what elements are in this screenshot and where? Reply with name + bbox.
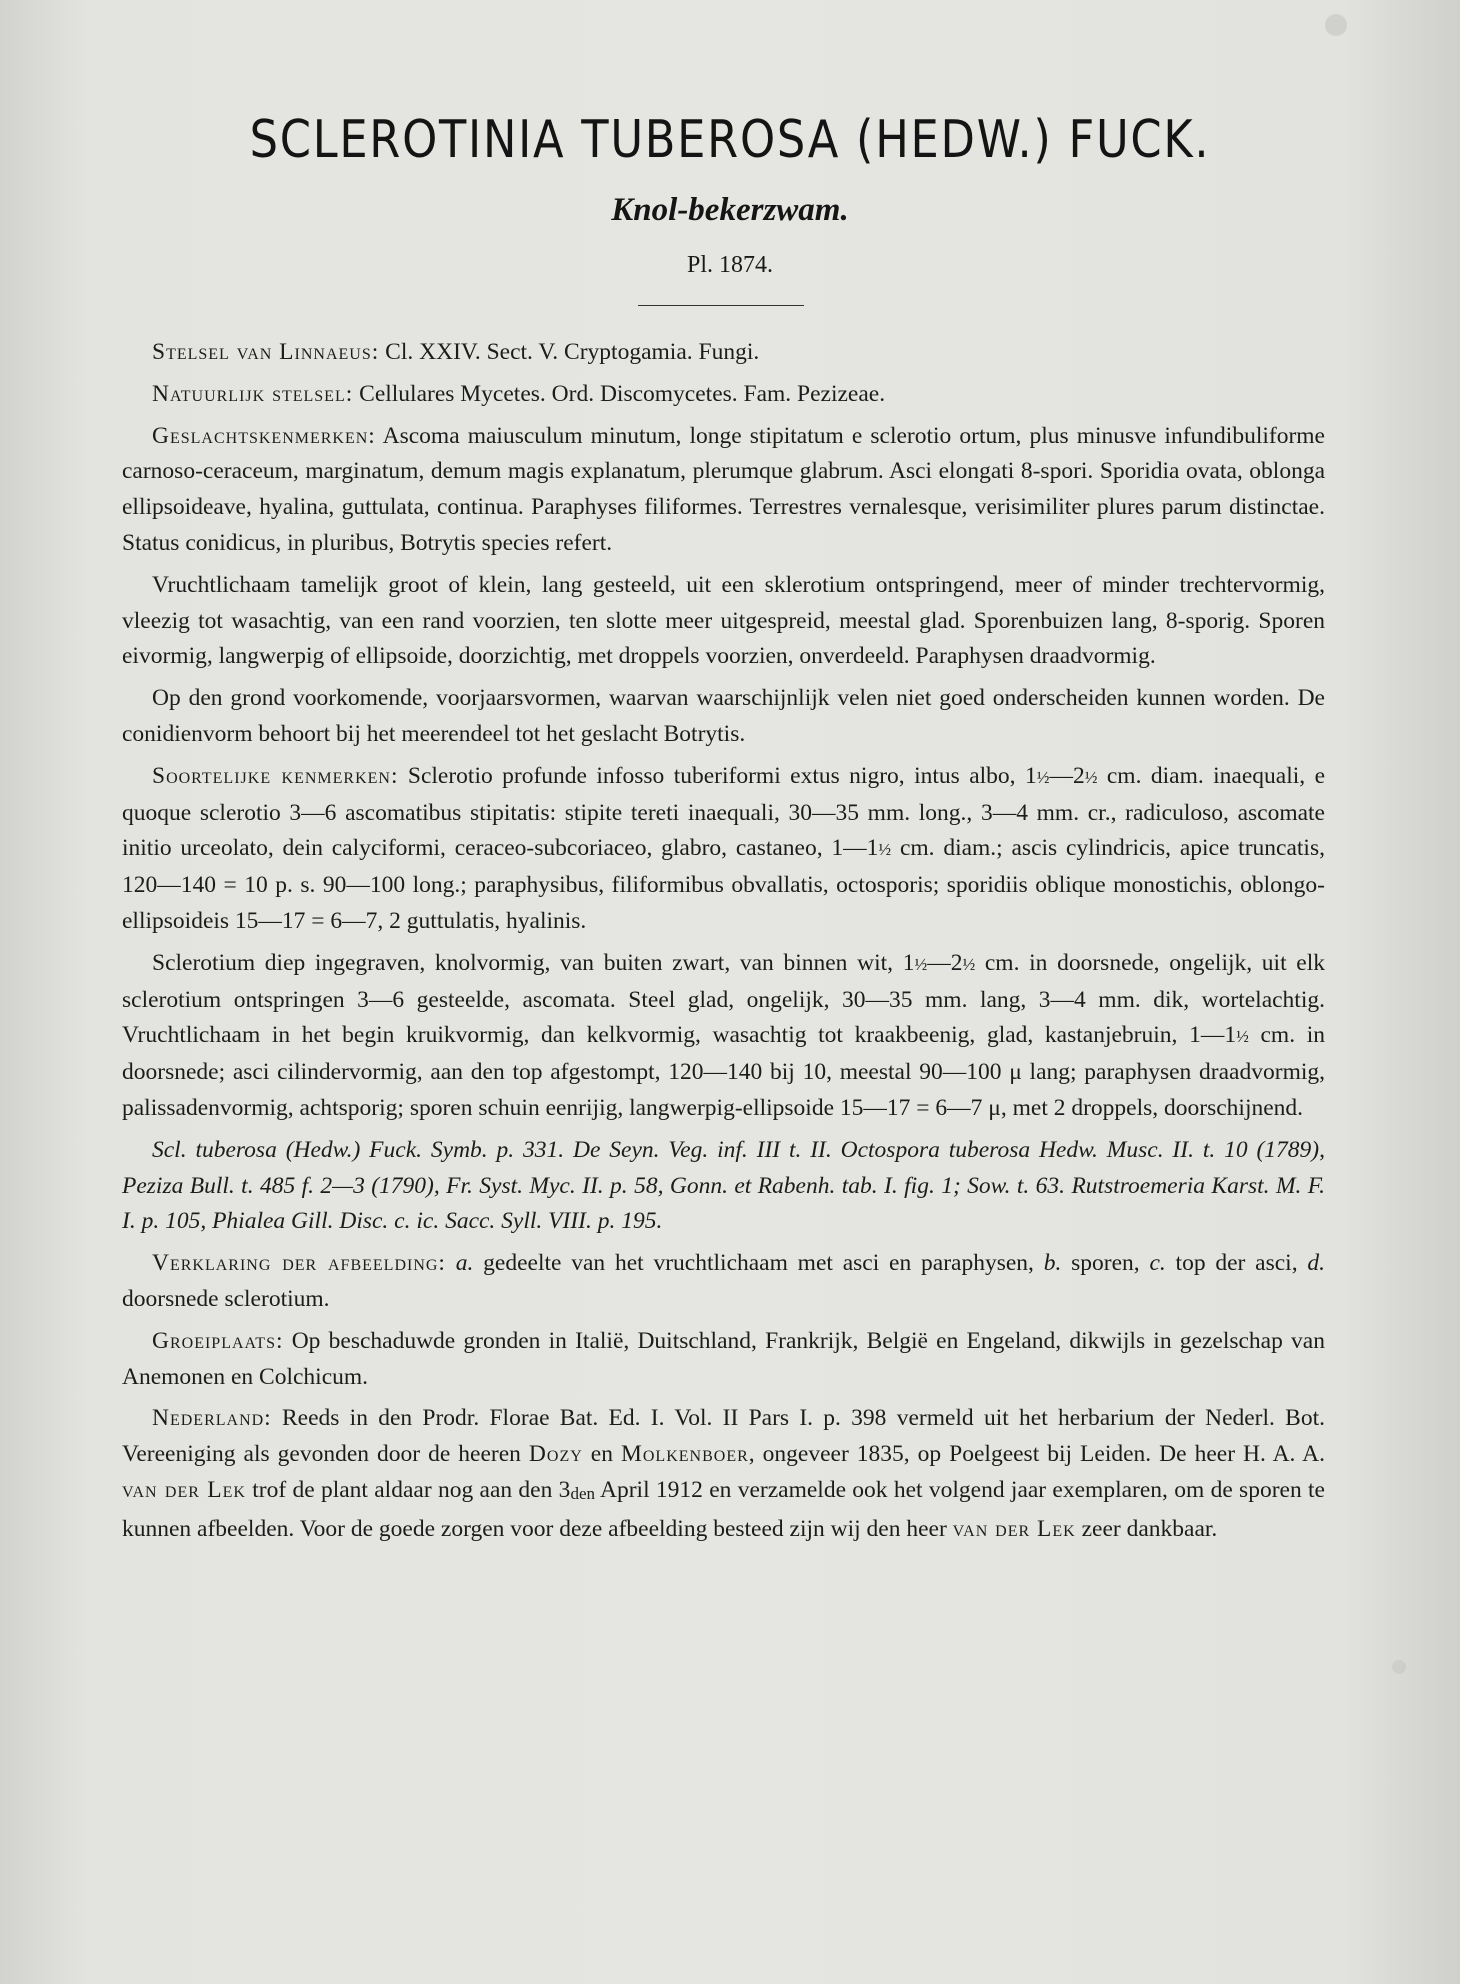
- text-soortelijke-2: —2: [1049, 762, 1085, 789]
- person-name-van-der-lek: van der Lek: [122, 1476, 246, 1503]
- paragraph-stelsel-linnaeus: [122, 335, 1325, 371]
- text-verklaring-d: doorsnede sclerotium.: [122, 1285, 330, 1312]
- text-geslachtskenmerken: Ascoma maiusculum minutum, longe stipitatum e sclerotio ortum, plus minusve infundibuliforme carnoso-ceraceum, marginatum, demum magis explanatum, plerumque glabrum. Asci elongati 8-spori. Sporidia ovata, oblonga ellipsoideave, hyalina, guttulata, continua. Paraphyses filiformes. Terrestres vernalesque, verisimiliter plures parum distinctae. Status conidicus, in pluribus, Botrytis species refert.: [122, 422, 1325, 556]
- label-nederland: Nederland:: [152, 1405, 272, 1432]
- paper-spot: [1325, 14, 1347, 36]
- paragraph-sclerotium: [122, 946, 1325, 1127]
- fraction: ½: [1236, 1027, 1249, 1047]
- text-soortelijke-1: Sclerotio profunde infosso tuberiformi extus nigro, intus albo, 1: [398, 762, 1037, 789]
- paper-spot: [1392, 1660, 1406, 1674]
- text-soortelijke-3: cm. diam. inaequali, e quoque sclerotio 3—6 ascomatibus stipitatis: stipite tereti inaequali, 30—35 mm. long., 3—4 mm. cr., radiculoso, ascomate initio urceolato, dein calyciformi, ceraceo-subcoriaceo, glabro, castaneo, 1—1: [122, 762, 1326, 862]
- label-groeiplaats: Groeiplaats:: [152, 1327, 284, 1354]
- text-groeiplaats: Op beschaduwde gronden in Italië, Duitschland, Frankrijk, België en Engeland, dikwijls in gezelschap van Anemonen en Colchicum.: [122, 1327, 1325, 1390]
- text-sclerotium-2: —2: [927, 949, 963, 976]
- fraction: ½: [878, 840, 892, 860]
- text-sclerotium-1: Sclerotium diep ingegraven, knolvormig, van buiten zwart, van binnen wit, 1: [152, 949, 915, 976]
- paragraph-groeiplaats: [122, 1324, 1325, 1396]
- document-body: [122, 335, 1325, 1554]
- person-name-dozy: Dozy: [528, 1441, 583, 1468]
- text-stelsel-linnaeus: Cl. XXIV. Sect. V. Cryptogamia. Fungi.: [379, 339, 760, 365]
- text-sclerotium-4: cm. in doorsnede; asci cilindervormig, aan den top afgestompt, 120—140 bij 10, meestal 90—100 μ lang; paraphysen draadvormig, palissadenvormig, achtsporig; sporen schuin eenrijig, langwerpig-ellipsoide 15—17 = 6—7 μ, met 2 droppels, doorschijnend.: [122, 1022, 1325, 1121]
- paragraph-vruchtlichaam: Vruchtlichaam tamelijk groot of klein, lang gesteeld, uit een sklerotium ontspringend, meer of minder trechtervormig, vleezig tot wasachtig, van een rand voorzien, ten slotte meer uitgespreid, meestal glad. Sporenbuizen lang, 8-sporig. Sporen eivormig, langwerpig of ellipsoide, doorzichtig, met droppels voorzien, onverdeeld. Paraphysen draadvormig.: [122, 571, 1325, 670]
- person-name-van-der-lek: van der Lek: [952, 1515, 1076, 1542]
- text-nederland-2: en: [582, 1441, 621, 1468]
- paragraph-synonymy: Scl. tuberosa (Hedw.) Fuck. Symb. p. 331. De Seyn. Veg. inf. III t. II. Octospora tuberosa Hedw. Musc. II. t. 10 (1789), Peziza Bull. t. 485 f. 2—3 (1790), Fr. Syst. Myc. II. p. 58, Gonn. et Rabenh. tab. I. fig. 1; Sow. t. 63. Rutstroemeria Karst. M. F. I. p. 105, Phialea Gill. Disc. c. ic. Sacc. Syll. VIII. p. 195.: [122, 1136, 1325, 1235]
- figure-letter-b: b.: [1043, 1250, 1062, 1277]
- page-title: SCLEROTINIA TUBEROSA (HEDW.) FUCK.: [249, 110, 1211, 170]
- person-name-molkenboer: Molkenboer: [620, 1441, 749, 1468]
- figure-letter-c: c.: [1149, 1250, 1166, 1277]
- divider-rule: [638, 305, 804, 306]
- label-stelsel-linnaeus: Stelsel van Linnaeus:: [152, 339, 380, 365]
- label-soortelijke-kenmerken: Soortelijke kenmerken:: [152, 762, 399, 789]
- text-natuurlijk-stelsel: Cellulares Mycetes. Ord. Discomycetes. Fam. Pezizeae.: [353, 380, 886, 407]
- text-sclerotium-3: cm. in doorsnede, ongelijk, uit elk sclerotium ontspringen 3—6 gesteelde, ascomata. Steel glad, ongelijk, 30—35 mm. lang, 3—4 mm. dik, wortelachtig. Vruchtlichaam in het begin kruikvormig, dan kelkvormig, wasachtig tot kraakbeenig, glad, kastanjebruin, 1—1: [122, 949, 1325, 1049]
- plate-number: Pl. 1874.: [686, 252, 773, 278]
- text-soortelijke-4: cm. diam.; ascis cylindricis, apice truncatis, 120—140 = 10 p. s. 90—100 long.; paraphysibus, filiformibus obvallatis, octosporis; sporidiis oblique monostichis, oblongo-ellipsoideis 15—17 = 6—7, 2 guttulatis, hyalinis.: [122, 835, 1325, 934]
- text-verklaring-a: gedeelte van het vruchtlichaam met asci en paraphysen,: [473, 1250, 1044, 1277]
- page-subtitle: Knol-bekerzwam.: [611, 192, 849, 228]
- text-verklaring-c: top der asci,: [1165, 1250, 1308, 1277]
- fraction: ½: [1084, 767, 1098, 787]
- paragraph-natuurlijk-stelsel: [122, 377, 1325, 413]
- text-nederland-3: , ongeveer 1835, op Poelgeest bij Leiden. De heer H. A. A.: [748, 1441, 1325, 1468]
- text-nederland-1: Reeds in den Prodr. Florae Bat. Ed. I. Vol. II Pars I. p. 398 vermeld uit het herbarium der Nederl. Bot. Vereeniging als gevonden door de heeren: [122, 1405, 1325, 1468]
- paragraph-soortelijke-kenmerken: [122, 759, 1325, 940]
- label-natuurlijk-stelsel: Natuurlijk stelsel:: [152, 380, 354, 407]
- text-verklaring-b: sporen,: [1061, 1250, 1150, 1277]
- fraction: ½: [1036, 767, 1050, 787]
- paragraph-op-den-grond: Op den grond voorkomende, voorjaarsvormen, waarvan waarschijnlijk velen niet goed onderscheiden kunnen worden. De conidienvorm behoort bij het meerendeel tot het geslacht Botrytis.: [122, 685, 1325, 747]
- figure-letter-d: d.: [1307, 1250, 1326, 1277]
- paragraph-nederland: [122, 1401, 1325, 1547]
- label-geslachtskenmerken: Geslachtskenmerken:: [152, 422, 376, 449]
- fraction: ½: [962, 954, 976, 974]
- label-verklaring: Verklaring der afbeelding:: [152, 1250, 446, 1277]
- text-nederland-5: April 1912 en verzamelde ook het volgend jaar exemplaren, om de sporen te kunnen afbeelden. Voor de goede zorgen voor deze afbeelding besteed zijn wij den heer: [122, 1476, 1325, 1542]
- figure-letter-a: a.: [455, 1250, 474, 1277]
- text-nederland-4: trof de plant aldaar nog aan den 3: [245, 1476, 571, 1503]
- fraction: ½: [914, 954, 928, 974]
- paragraph-geslachtskenmerken: [122, 419, 1325, 562]
- date-suffix: den: [570, 1483, 595, 1503]
- text-nederland-6: zeer dankbaar.: [1075, 1515, 1218, 1542]
- paragraph-verklaring: [122, 1246, 1325, 1318]
